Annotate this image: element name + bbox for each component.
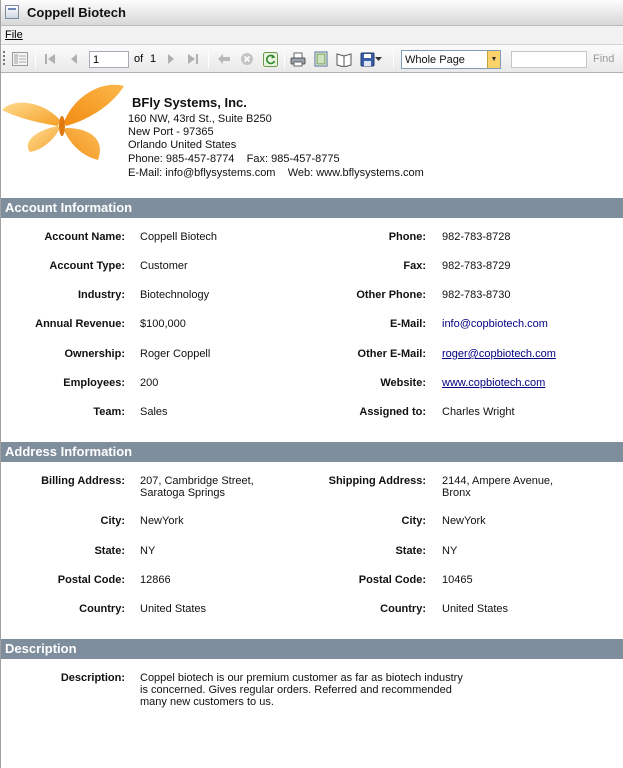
page-setup-icon[interactable]: [335, 50, 353, 68]
find-input[interactable]: [511, 51, 587, 68]
field-label: Industry:: [77, 289, 125, 301]
account-name-value: Coppell Biotech: [140, 231, 218, 243]
shipping-state-value: NY: [442, 545, 458, 557]
field-label: State:: [94, 545, 125, 557]
field-label: Phone:: [388, 231, 426, 243]
grip-icon[interactable]: [3, 51, 5, 67]
zoom-value: Whole Page: [405, 54, 465, 66]
field-label: City:: [100, 515, 125, 527]
industry-value: Biotechnology: [140, 289, 210, 301]
total-pages: 1: [150, 53, 157, 65]
window-border: [0, 0, 1, 768]
of-label: of: [134, 53, 144, 65]
section-header-account: Account Information: [0, 198, 623, 218]
shipping-postal-value: 10465: [442, 574, 473, 586]
page-number-input[interactable]: [89, 51, 129, 68]
email-value: info@copbiotech.com: [442, 318, 548, 330]
billing-address-value: 207, Cambridge Street, Saratoga Springs: [140, 475, 254, 499]
ownership-value: Roger Coppell: [140, 348, 211, 360]
shipping-city-value: NewYork: [442, 515, 486, 527]
field-label: Description:: [60, 672, 125, 684]
field-label: Account Type:: [49, 260, 125, 272]
other-email-link[interactable]: roger@copbiotech.com: [442, 348, 556, 360]
billing-state-value: NY: [140, 545, 156, 557]
toolbar-separator: [284, 50, 285, 68]
annual-revenue-value: $100,000: [140, 318, 186, 330]
fax-value: 982-783-8729: [442, 260, 511, 272]
field-label: Country:: [380, 603, 426, 615]
field-label: City:: [401, 515, 426, 527]
chevron-down-icon[interactable]: ▼: [487, 51, 500, 68]
next-page-icon[interactable]: [162, 50, 180, 68]
print-layout-icon[interactable]: [312, 50, 330, 68]
last-page-icon[interactable]: [184, 50, 202, 68]
description-value: Coppel biotech is our premium customer as far as biotech industry is concerned. Gives regular orders. Referred and recommended many new customers to us.: [140, 672, 463, 708]
section-header-address: Address Information: [0, 442, 623, 462]
field-label: State:: [395, 545, 426, 557]
refresh-icon[interactable]: [261, 50, 279, 68]
report-page: [0, 74, 623, 768]
previous-page-icon[interactable]: [65, 50, 83, 68]
field-label: Ownership:: [64, 348, 125, 360]
field-label: Team:: [93, 406, 125, 418]
menu-bar: [0, 26, 623, 45]
print-icon[interactable]: [289, 50, 307, 68]
window-title: Coppell Biotech: [27, 5, 126, 20]
section-header-description: Description: [0, 639, 623, 659]
toolbar-separator: [35, 50, 36, 68]
team-value: Sales: [140, 406, 168, 418]
website-link[interactable]: www.copbiotech.com: [442, 377, 546, 389]
zoom-select[interactable]: [401, 50, 501, 69]
field-label: Annual Revenue:: [35, 318, 125, 330]
company-email-web: E-Mail: info@bflysystems.com Web: www.bflysystems.com: [128, 167, 424, 179]
stop-icon[interactable]: [238, 50, 256, 68]
butterfly-logo: [2, 80, 124, 162]
assigned-to-value: Charles Wright: [442, 406, 515, 418]
field-label: Postal Code:: [358, 574, 426, 586]
field-label: Other Phone:: [356, 289, 426, 301]
menu-file[interactable]: File: [5, 29, 23, 41]
back-icon[interactable]: [215, 50, 233, 68]
field-label: Website:: [380, 377, 426, 389]
billing-country-value: United States: [140, 603, 207, 615]
field-label: Fax:: [403, 260, 426, 272]
report-window-icon: [5, 5, 19, 19]
shipping-address-value: 2144, Ampere Avenue, Bronx: [442, 475, 554, 499]
field-label: Assigned to:: [359, 406, 426, 418]
find-button[interactable]: Find: [593, 53, 615, 65]
toolbar-separator: [393, 50, 394, 68]
billing-postal-value: 12866: [140, 574, 171, 586]
field-label: Employees:: [63, 377, 125, 389]
field-label: Country:: [79, 603, 125, 615]
field-label: Account Name:: [44, 231, 125, 243]
other-phone-value: 982-783-8730: [442, 289, 511, 301]
company-address-line: New Port - 97365: [128, 126, 214, 138]
title-bar: [0, 0, 623, 26]
field-label: Shipping Address:: [328, 475, 426, 487]
company-phone-fax: Phone: 985-457-8774 Fax: 985-457-8775: [128, 153, 340, 165]
employees-value: 200: [140, 377, 159, 389]
field-label: Postal Code:: [57, 574, 125, 586]
company-address-line: 160 NW, 43rd St., Suite B250: [128, 113, 272, 125]
field-label: Other E-Mail:: [357, 348, 426, 360]
phone-value: 982-783-8728: [442, 231, 511, 243]
shipping-country-value: United States: [442, 603, 509, 615]
document-map-icon[interactable]: [11, 50, 29, 68]
report-toolbar: [0, 45, 623, 73]
company-name: BFly Systems, Inc.: [132, 95, 247, 110]
field-label: Billing Address:: [41, 475, 125, 487]
field-label: E-Mail:: [389, 318, 426, 330]
billing-city-value: NewYork: [140, 515, 184, 527]
account-type-value: Customer: [140, 260, 188, 272]
first-page-icon[interactable]: [41, 50, 59, 68]
toolbar-separator: [208, 50, 209, 68]
dropdown-arrow-icon[interactable]: [373, 50, 383, 68]
company-address-line: Orlando United States: [128, 139, 237, 151]
